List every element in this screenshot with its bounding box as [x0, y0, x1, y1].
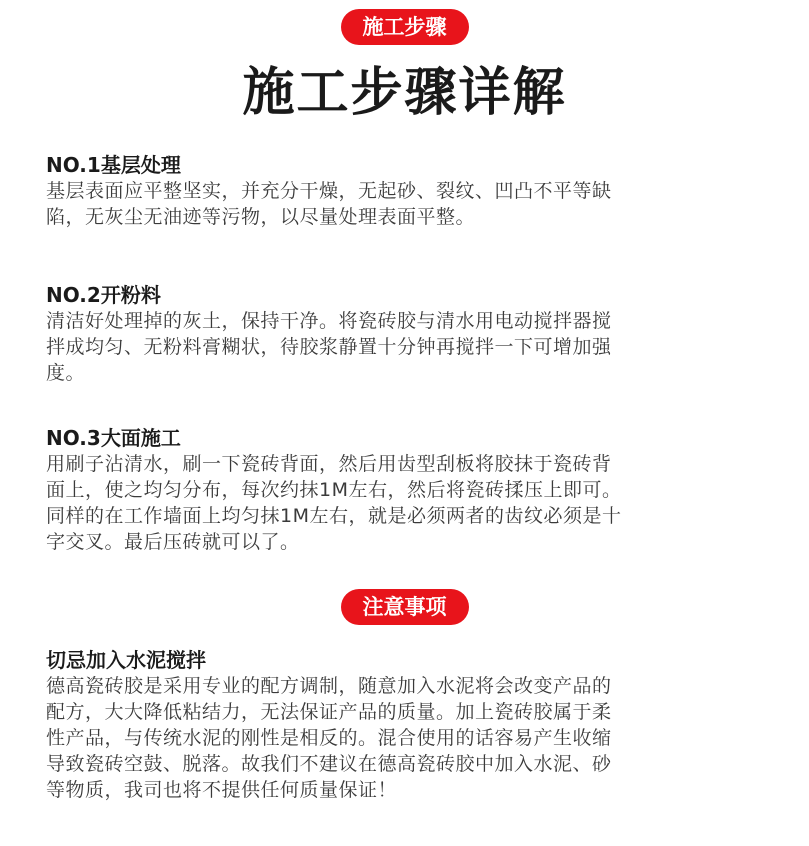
step-text-line: 清洁好处理掉的灰土，保持干净。将瓷砖胶与清水用电动搅拌器搅	[46, 310, 612, 332]
step-text-line: 用刷子沾清水，刷一下瓷砖背面，然后用齿型刮板将胶抹于瓷砖背	[46, 453, 612, 475]
note-text-line: 配方，大大降低粘结力，无法保证产品的质量。加上瓷砖胶属于柔	[46, 701, 612, 723]
step-heading: NO.1基层处理	[46, 153, 181, 177]
step-text-line: 面上，使之均匀分布，每次约抹1M左右，然后将瓷砖揉压上即可。	[46, 479, 622, 501]
note-text-line: 等物质，我司也将不提供任何质量保证！	[46, 779, 398, 801]
step-heading: NO.3大面施工	[46, 426, 181, 450]
section-badge-notes: 注意事项	[341, 589, 469, 625]
note-text-line: 性产品，与传统水泥的刚性是相反的。混合使用的话容易产生收缩	[46, 727, 612, 749]
section-badge-steps: 施工步骤	[341, 9, 469, 45]
note-text-line: 导致瓷砖空鼓、脱落。故我们不建议在德高瓷砖胶中加入水泥、砂	[46, 753, 612, 775]
step-text-line: 度。	[46, 362, 86, 384]
page-title: 施工步骤详解	[242, 63, 567, 123]
step-block-2	[46, 282, 746, 386]
note-block	[46, 647, 746, 803]
note-heading: 切忌加入水泥搅拌	[46, 648, 206, 672]
step-text-line: 陷，无灰尘无油迹等污物，以尽量处理表面平整。	[46, 206, 476, 228]
step-text-line: 基层表面应平整坚实，并充分干燥，无起砂、裂纹、凹凸不平等缺	[46, 180, 612, 202]
step-text-line: 同样的在工作墙面上均匀抹1M左右，就是必须两者的齿纹必须是十	[46, 505, 622, 527]
step-block-3	[46, 425, 746, 555]
step-block-1	[46, 152, 746, 230]
step-text-line: 字交叉。最后压砖就可以了。	[46, 531, 300, 553]
note-text-line: 德高瓷砖胶是采用专业的配方调制，随意加入水泥将会改变产品的	[46, 675, 612, 697]
step-heading: NO.2开粉料	[46, 283, 161, 307]
step-text-line: 拌成均匀、无粉料膏糊状，待胶浆静置十分钟再搅拌一下可增加强	[46, 336, 612, 358]
